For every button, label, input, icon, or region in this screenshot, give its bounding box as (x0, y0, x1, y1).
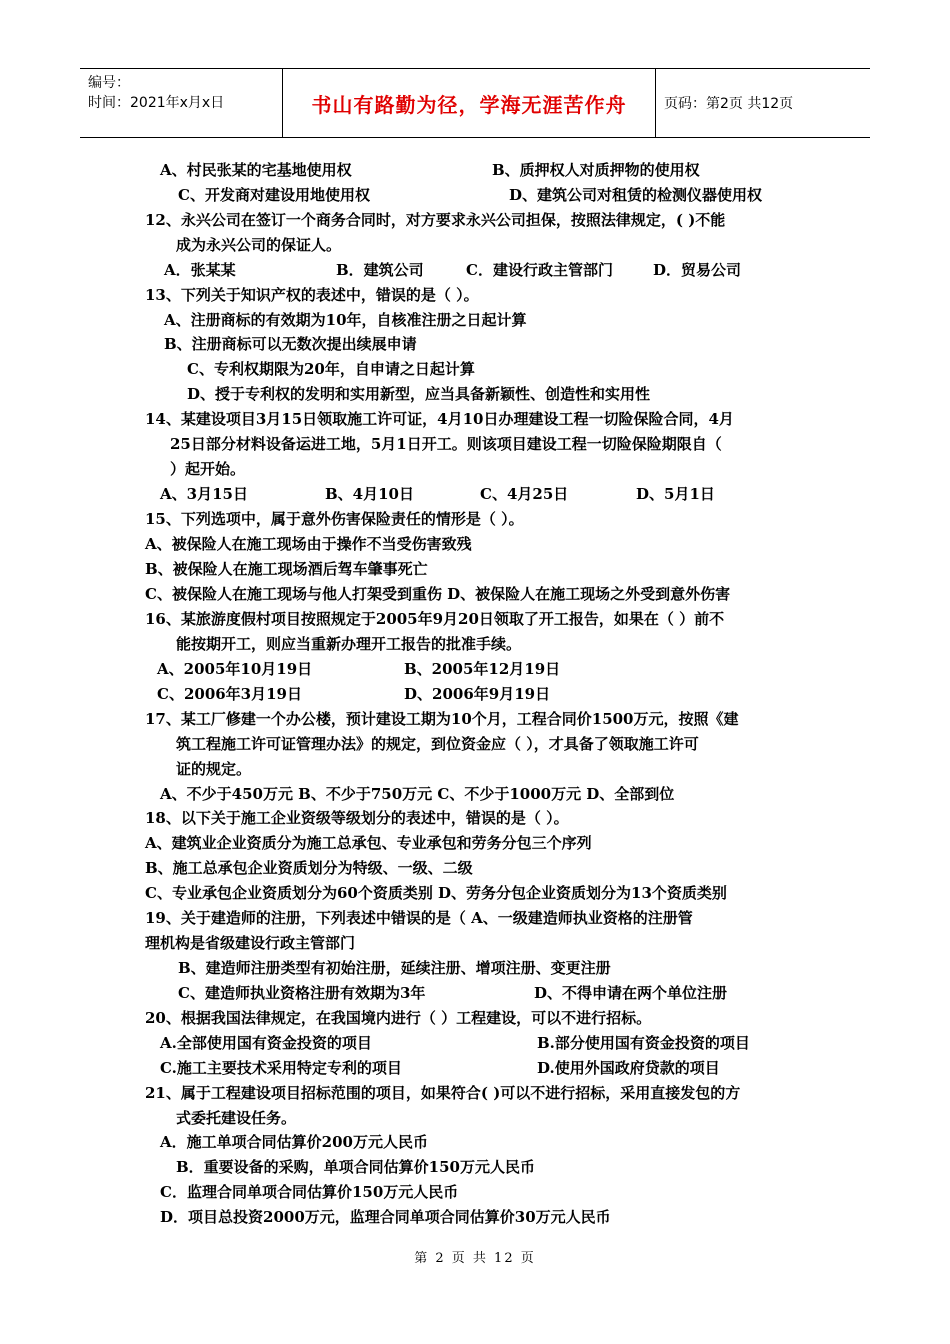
question-14: 14、某建设项目3月15日领取施工许可证，4月10日办理建设工程一切险保险合同，4月 (145, 410, 734, 428)
option-a: A．张某某 (164, 261, 236, 279)
question-21: 21、属于工程建设项目招标范围的项目，如果符合( )可以不进行招标，采用直接发包的方 (145, 1084, 741, 1102)
option-a: A、村民张某的宅基地使用权 (160, 161, 352, 179)
option-c: C、2006年3月19日 (157, 685, 302, 703)
question-18: 18、以下关于施工企业资级等级划分的表述中，错误的是（ ）。 (145, 809, 569, 827)
option-d: D.使用外国政府贷款的项目 (537, 1059, 720, 1077)
question-21-cont: 式委托建设任务。 (176, 1109, 297, 1127)
option-a: A、被保险人在施工现场由于操作不当受伤害致残 (145, 535, 472, 553)
option-c: C、专利权期限为20年，自申请之日起计算 (187, 360, 475, 378)
question-16-cont: 能按期开工，则应当重新办理开工报告的批准手续。 (176, 635, 522, 653)
document-date: 时间：2021年x月x日 (88, 95, 225, 111)
option-b: B、被保险人在施工现场酒后驾车肇事死亡 (145, 560, 428, 578)
option-b: B．建筑公司 (336, 261, 424, 279)
option-c: C．监理合同单项合同估算价150万元人民币 (160, 1183, 459, 1201)
question-16: 16、某旅游度假村项目按照规定于2005年9月20日领取了开工报告，如果在（ ）前不 (145, 610, 725, 628)
question-13: 13、下列关于知识产权的表述中，错误的是（ ）。 (145, 286, 479, 304)
header-motto: 书山有路勤为径，学海无涯苦作舟 (311, 92, 627, 117)
question-14-cont: 25日部分材料设备运进工地，5月1日开工。则该项目建设工程一切险保险期限自（ (170, 435, 722, 453)
page-footer: 第 2 页 共 12 页 (414, 1251, 536, 1266)
option-a: A、3月15日 (160, 485, 248, 503)
option-d: D、建筑公司对租赁的检测仪器使用权 (509, 186, 763, 204)
option-a: A、建筑业企业资质分为施工总承包、专业承包和劳务分包三个序列 (145, 834, 592, 852)
question-14-cont: ）起开始。 (170, 460, 246, 478)
option-c: C、开发商对建设用地使用权 (178, 186, 370, 204)
option-b: B、质押权人对质押物的使用权 (492, 161, 700, 179)
option-d: D、2006年9月19日 (404, 685, 551, 703)
option-d: D．贸易公司 (653, 261, 742, 279)
option-c-d: C、被保险人在施工现场与他人打架受到重伤 D、被保险人在施工现场之外受到意外伤害 (145, 585, 731, 603)
question-17-cont: 筑工程施工许可证管理办法》的规定，到位资金应（ ），才具备了领取施工许可 (176, 735, 699, 753)
option-c: C、4月25日 (480, 485, 569, 503)
option-b: B．重要设备的采购，单项合同估算价150万元人民币 (176, 1158, 535, 1176)
header-motto-cell (282, 69, 656, 137)
option-d: D、5月1日 (636, 485, 715, 503)
option-c: C．建设行政主管部门 (466, 261, 613, 279)
question-15: 15、下列选项中，属于意外伤害保险责任的情形是（ ）。 (145, 510, 524, 528)
option-b: B、2005年12月19日 (404, 660, 561, 678)
question-12: 12、永兴公司在签订一个商务合同时，对方要求永兴公司担保，按照法律规定，( )不能 (145, 211, 726, 229)
header-meta (80, 69, 280, 137)
option-a: A、2005年10月19日 (157, 660, 313, 678)
options-line: A、不少于450万元 B、不少于750万元 C、不少于1000万元 D、全部到位 (160, 785, 675, 803)
option-c: C.施工主要技术采用特定专利的项目 (160, 1059, 402, 1077)
option-b: B.部分使用国有资金投资的项目 (537, 1034, 750, 1052)
question-12-cont: 成为永兴公司的保证人。 (176, 236, 342, 254)
question-20: 20、根据我国法律规定，在我国境内进行（ ）工程建设，可以不进行招标。 (145, 1009, 652, 1027)
option-a: A、注册商标的有效期为10年，自核准注册之日起计算 (164, 311, 527, 329)
option-a: A．施工单项合同估算价200万元人民币 (160, 1133, 428, 1151)
option-d: D．项目总投资2000万元，监理合同单项合同估算价30万元人民币 (160, 1208, 611, 1226)
option-c: C、建造师执业资格注册有效期为3年 (178, 984, 426, 1002)
question-17: 17、某工厂修建一个办公楼，预计建设工期为10个月，工程合同价1500万元，按照《建 (145, 710, 739, 728)
option-d: D、不得申请在两个单位注册 (534, 984, 728, 1002)
page-header (80, 68, 870, 138)
question-19: 19、关于建造师的注册，下列表述中错误的是（ A、一级建造师执业资格的注册管 (145, 909, 693, 927)
option-d: D、授于专利权的发明和实用新型，应当具备新颖性、创造性和实用性 (187, 385, 651, 403)
header-page-info: 页码：第2页 共12页 (664, 96, 794, 112)
option-a: A.全部使用国有资金投资的项目 (160, 1034, 372, 1052)
document-number-label: 编号： (88, 75, 130, 91)
question-17-cont: 证的规定。 (176, 760, 252, 778)
option-c-d: C、专业承包企业资质划分为60个资质类别 D、劳务分包企业资质划分为13个资质类别 (145, 884, 727, 902)
option-b: B、施工总承包企业资质划分为特级、一级、二级 (145, 859, 473, 877)
question-19-cont: 理机构是省级建设行政主管部门 (145, 934, 356, 952)
option-b: B、4月10日 (325, 485, 414, 503)
option-b: B、注册商标可以无数次提出续展申请 (164, 335, 417, 353)
option-b: B、建造师注册类型有初始注册，延续注册、增项注册、变更注册 (178, 959, 611, 977)
